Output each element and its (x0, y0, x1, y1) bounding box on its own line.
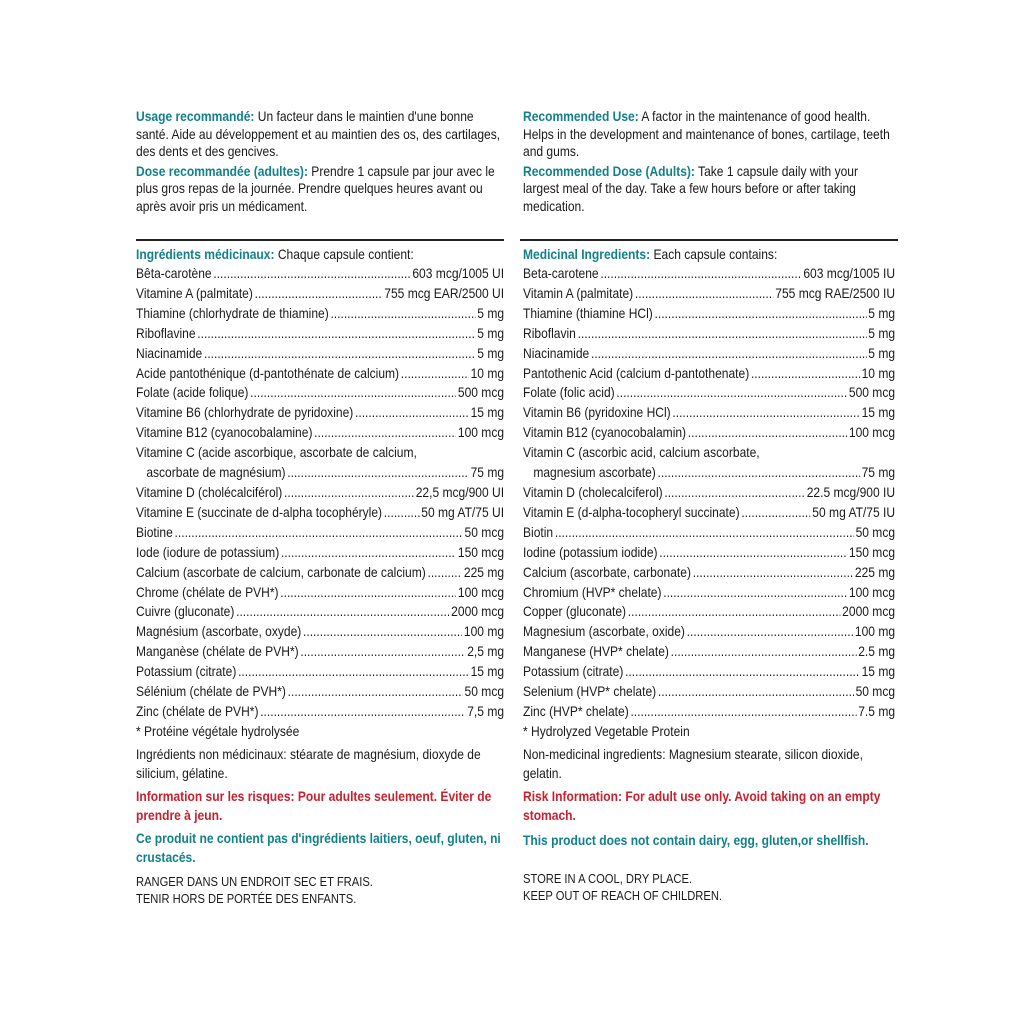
ingredient-name: Vitamine B12 (cyanocobalamine) (136, 424, 313, 441)
ingredient-name: Riboflavin (523, 324, 576, 341)
ingredient-row (136, 662, 504, 682)
ingredient-row (523, 483, 895, 503)
ingredient-row (523, 423, 895, 443)
usage-label: Usage recommandé: (136, 108, 255, 124)
ingredient-row (523, 503, 895, 523)
dot-leader (314, 423, 456, 443)
allergen-statement: This product does not contain dairy, egg, gluten,or shellfish. (523, 831, 869, 848)
ingredient-name: Calcium (ascorbate, carbonate) (523, 563, 691, 580)
ingredient-amount: 225 mg (463, 563, 505, 580)
french-column (136, 108, 504, 217)
french-ingredients-section (136, 245, 504, 907)
ingredient-row (136, 503, 504, 523)
ingredient-row (136, 423, 504, 443)
dot-leader (655, 304, 867, 324)
ingredient-name: Beta-carotene (523, 265, 599, 281)
ingredient-name: Acide pantothénique (d-pantothénate de calcium) (136, 364, 400, 381)
ingredient-name: Copper (gluconate) (523, 603, 627, 620)
ingredient-name: Cuivre (gluconate) (136, 603, 235, 620)
dose-label: Dose recommandée (adultes): (136, 162, 308, 179)
ingredient-amount: 603 mcg/1005 IU (803, 265, 896, 281)
dot-leader (664, 483, 805, 503)
ingredient-name: Vitamin A (palmitate) (523, 284, 634, 301)
ingredient-name: Vitamin E (d-alpha-tocopheryl succinate) (523, 503, 740, 520)
ingredient-row (136, 443, 504, 463)
dot-leader (600, 264, 801, 284)
ingredient-name: Chrome (chélate de PVH*) (136, 583, 279, 600)
ingredient-name: Vitamin C (ascorbic acid, calcium ascorbate, (523, 444, 760, 461)
dot-leader (355, 403, 469, 423)
footnote: * Protéine végétale hydrolysée (136, 722, 300, 739)
ingredient-row (136, 543, 504, 563)
ingredient-row (523, 403, 895, 423)
ingredient-amount: 100 mg (463, 623, 505, 640)
ingredient-amount: 50 mcg (855, 683, 896, 700)
ingredient-amount: 100 mcg (848, 583, 896, 600)
usage-label: Recommended Use: (523, 108, 639, 124)
dot-leader (236, 602, 449, 622)
ingredient-name: Calcium (ascorbate de calcium, carbonate de calcium) (136, 563, 426, 580)
dot-leader (300, 642, 465, 662)
ingredient-amount: 150 mcg (457, 543, 505, 560)
dot-leader (175, 523, 463, 543)
ingredient-amount: 7,5 mg (467, 702, 505, 719)
ingredient-amount: 50 mcg (464, 523, 505, 540)
dot-leader (687, 622, 854, 642)
ingredient-name: Thiamine (chlorhydrate de thiamine) (136, 304, 329, 321)
ingredient-amount: 5 mg (868, 304, 896, 321)
ingredient-row (523, 304, 895, 324)
storage-line-1: RANGER DANS UN ENDROIT SEC ET FRAIS. (136, 873, 373, 889)
dot-leader (658, 682, 854, 702)
ingredient-name: Vitamin B12 (cyanocobalamin) (523, 424, 687, 441)
ingredient-row (136, 642, 504, 662)
dot-leader (330, 304, 475, 324)
ingredient-row (523, 642, 895, 662)
dot-leader (693, 563, 853, 583)
ingredient-row (136, 383, 504, 403)
ingredient-amount: 603 mcg/1005 UI (412, 265, 505, 281)
ingredient-name: Vitamine A (palmitate) (136, 284, 253, 301)
ingredient-row (523, 264, 895, 284)
dot-leader (427, 563, 462, 583)
ingredient-amount: 10 mg (861, 364, 896, 381)
ingredient-amount: 5 mg (477, 344, 505, 361)
dot-leader (280, 583, 456, 603)
ingredient-amount: 5 mg (477, 324, 505, 341)
ingredient-name: Biotine (136, 523, 173, 540)
ingredient-amount: 225 mg (854, 563, 896, 580)
ingredient-row (136, 304, 504, 324)
ingredient-row (136, 622, 504, 642)
ingredient-name: Folate (acide folique) (136, 384, 249, 401)
ingredient-amount: 50 mg AT/75 UI (421, 503, 505, 520)
divider-rule-fr (136, 239, 504, 241)
dose-text: Take 1 capsule daily with your largest meal of the day. Take a few hours before or after taking medication. (523, 162, 859, 214)
dot-leader (625, 662, 860, 682)
risk-information: Information sur les risques: Pour adultes seulement. Éviter de prendre à jeun. (136, 787, 492, 823)
ingredient-row (136, 284, 504, 304)
ingredient-amount: 2000 mcg (451, 603, 505, 620)
dot-leader (688, 423, 847, 443)
ingredient-row (136, 563, 504, 583)
ingredient-name: Iodine (potassium iodide) (523, 543, 658, 560)
ingredient-amount: 15 mg (470, 663, 505, 680)
non-medicinal-ingredients: Ingrédients non médicinaux: stéarate de magnésium, dioxyde de silicium, gélatine. (136, 745, 481, 781)
ingredient-name: Biotin (523, 523, 554, 540)
ingredient-amount: 50 mcg (855, 523, 896, 540)
non-medicinal-ingredients: Non-medicinal ingredients: Magnesium stearate, silicon dioxide, gelatin. (523, 745, 863, 781)
ingredient-name: Chromium (HVP* chelate) (523, 583, 662, 600)
ingredient-name: Niacinamide (136, 344, 203, 361)
ingredients-intro: Chaque capsule contient: (274, 246, 414, 262)
ingredient-amount: 100 mcg (848, 424, 896, 441)
ingredient-amount: 50 mg AT/75 IU (812, 503, 896, 520)
dot-leader (628, 602, 841, 622)
dose-paragraph (136, 163, 503, 216)
dot-leader (401, 364, 469, 384)
ingredient-amount: 2000 mcg (842, 603, 896, 620)
ingredient-row (136, 682, 504, 702)
ingredient-amount: 15 mg (470, 404, 505, 421)
ingredient-name: magnesium ascorbate) (533, 464, 656, 481)
ingredient-row (136, 483, 504, 503)
dot-leader (741, 503, 810, 523)
storage-line-1: STORE IN A COOL, DRY PLACE. (523, 870, 693, 886)
ingredient-row (523, 662, 895, 682)
dot-leader (591, 344, 867, 364)
storage-line-2: TENIR HORS DE PORTÉE DES ENFANTS. (136, 890, 357, 906)
ingredient-amount: 5 mg (868, 344, 896, 361)
ingredients-label: Ingrédients médicinaux: (136, 246, 275, 262)
ingredient-name: Iode (iodure de potassium) (136, 543, 280, 560)
english-column (523, 108, 895, 217)
dot-leader (658, 463, 860, 483)
usage-text: Un facteur dans le maintien d'une bonne santé. Aide au développement et au maintien des os, des cartilages, des dents et des gencives. (136, 108, 501, 159)
allergen-statement: Ce produit ne contient pas d'ingrédients laitiers, oeuf, gluten, ni crustacés. (136, 829, 501, 865)
ingredient-row (523, 523, 895, 543)
dot-leader (284, 483, 414, 503)
usage-paragraph (523, 108, 894, 161)
dot-leader (630, 702, 856, 722)
ingredient-name: Thiamine (thiamine HCl) (523, 304, 653, 321)
ingredient-amount: 500 mcg (848, 384, 896, 401)
ingredient-name: Sélénium (chélate de PVH*) (136, 683, 286, 700)
dot-leader (635, 284, 774, 304)
dot-leader (578, 324, 867, 344)
dot-leader (197, 324, 475, 344)
dot-leader (288, 682, 463, 702)
ingredient-amount: 50 mcg (464, 683, 505, 700)
dot-leader (260, 702, 465, 722)
dose-label: Recommended Dose (Adults): (523, 162, 695, 179)
ingredient-name: Niacinamide (523, 344, 590, 361)
usage-paragraph (136, 108, 503, 161)
ingredient-row (523, 543, 895, 563)
ingredient-amount: 5 mg (868, 324, 896, 341)
ingredient-name: Manganese (HVP* chelate) (523, 643, 669, 660)
dose-text: Prendre 1 capsule par jour avec le plus gros repas de la journée. Prendre quelques heures avant ou après avoir pris un médicament. (136, 162, 495, 214)
ingredient-row (523, 364, 895, 384)
ingredient-row (136, 364, 504, 384)
dot-leader (255, 284, 383, 304)
ingredient-name: Vitamine B6 (chlorhydrate de pyridoxine) (136, 404, 354, 421)
ingredient-amount: 75 mg (861, 464, 896, 481)
ingredients-heading (523, 245, 895, 264)
risk-information: Risk Information: For adult use only. Avoid taking on an empty stomach. (523, 787, 881, 823)
english-ingredients-section (523, 245, 895, 904)
dot-leader (555, 523, 854, 543)
ingredient-row (523, 602, 895, 622)
ingredient-amount: 22,5 mcg/900 UI (415, 483, 505, 500)
ingredient-amount: 22.5 mcg/900 IU (806, 483, 896, 500)
ingredient-row (523, 344, 895, 364)
ingredient-amount: 500 mcg (457, 384, 505, 401)
ingredient-amount: 15 mg (861, 663, 896, 680)
ingredient-row (136, 702, 504, 722)
dot-leader (663, 583, 847, 603)
ingredient-name: Manganèse (chélate de PVH*) (136, 643, 299, 660)
ingredient-amount: 100 mcg (457, 424, 505, 441)
ingredient-amount: 755 mcg EAR/2500 UI (384, 284, 505, 301)
dot-leader (287, 463, 469, 483)
ingredients-label: Medicinal Ingredients: (523, 246, 651, 262)
ingredient-name: Potassium (citrate) (523, 663, 624, 680)
ingredient-amount: 2,5 mg (467, 643, 505, 660)
ingredient-row (523, 682, 895, 702)
ingredient-row (136, 264, 504, 284)
ingredient-name: Vitamin B6 (pyridoxine HCl) (523, 404, 671, 421)
usage-text: A factor in the maintenance of good health. Helps in the development and maintenance of bones, cartilage, teeth and gums. (523, 108, 890, 159)
storage-line-2: KEEP OUT OF REACH OF CHILDREN. (523, 887, 723, 903)
ingredient-row (523, 702, 895, 722)
dot-leader (671, 642, 857, 662)
ingredient-amount: 100 mcg (457, 583, 505, 600)
ingredient-name: Potassium (citrate) (136, 663, 237, 680)
dot-leader (672, 403, 859, 423)
ingredient-list (523, 264, 895, 722)
ingredient-amount: 15 mg (861, 404, 896, 421)
ingredient-name: Pantothenic Acid (calcium d-pantothenate) (523, 364, 750, 381)
dot-leader (213, 264, 410, 284)
dot-leader (303, 622, 462, 642)
dot-leader (616, 383, 847, 403)
ingredient-name: Riboflavine (136, 324, 196, 341)
ingredient-amount: 5 mg (477, 304, 505, 321)
ingredient-amount: 100 mg (854, 623, 896, 640)
ingredient-amount: 7.5 mg (858, 702, 896, 719)
ingredient-row (523, 463, 895, 483)
ingredient-row (136, 344, 504, 364)
ingredient-name: Vitamine D (cholécalciférol) (136, 483, 283, 500)
ingredient-row (523, 324, 895, 344)
ingredient-row (136, 602, 504, 622)
ingredient-row (136, 583, 504, 603)
ingredient-name: Zinc (HVP* chelate) (523, 702, 629, 719)
ingredient-name: Bêta-carotène (136, 265, 212, 281)
dot-leader (384, 503, 420, 523)
dose-paragraph (523, 163, 894, 216)
dot-leader (204, 344, 476, 364)
dot-leader (751, 364, 860, 384)
ingredient-row (523, 583, 895, 603)
ingredient-row (523, 383, 895, 403)
ingredient-row (523, 563, 895, 583)
dot-leader (238, 662, 469, 682)
dot-leader (281, 543, 456, 563)
ingredient-name: Magnésium (ascorbate, oxyde) (136, 623, 302, 640)
ingredient-row (136, 324, 504, 344)
ingredients-intro: Each capsule contains: (650, 246, 778, 262)
ingredient-name: Folate (folic acid) (523, 384, 615, 401)
ingredient-name: ascorbate de magnésium) (146, 464, 286, 481)
ingredient-list (136, 264, 504, 722)
ingredient-row (136, 523, 504, 543)
ingredient-row (523, 284, 895, 304)
ingredient-amount: 75 mg (470, 464, 505, 481)
dot-leader (659, 543, 847, 563)
ingredient-amount: 2.5 mg (858, 643, 896, 660)
ingredients-heading (136, 245, 504, 264)
ingredient-name: Vitamine C (acide ascorbique, ascorbate de calcium, (136, 444, 417, 461)
ingredient-row (523, 622, 895, 642)
ingredient-name: Zinc (chélate de PVH*) (136, 702, 259, 719)
ingredient-row (136, 403, 504, 423)
ingredient-row (136, 463, 504, 483)
ingredient-name: Magnesium (ascorbate, oxide) (523, 623, 685, 640)
footnote: * Hydrolyzed Vegetable Protein (523, 722, 690, 739)
divider-rule-en (520, 239, 898, 241)
ingredient-row (523, 443, 895, 463)
ingredient-amount: 755 mcg RAE/2500 IU (775, 284, 896, 301)
ingredient-name: Vitamine E (succinate de d-alpha tocophéryle) (136, 503, 383, 520)
ingredient-name: Vitamin D (cholecalciferol) (523, 483, 663, 500)
dot-leader (250, 383, 456, 403)
ingredient-name: Selenium (HVP* chelate) (523, 683, 657, 700)
ingredient-amount: 10 mg (470, 364, 505, 381)
ingredient-amount: 150 mcg (848, 543, 896, 560)
